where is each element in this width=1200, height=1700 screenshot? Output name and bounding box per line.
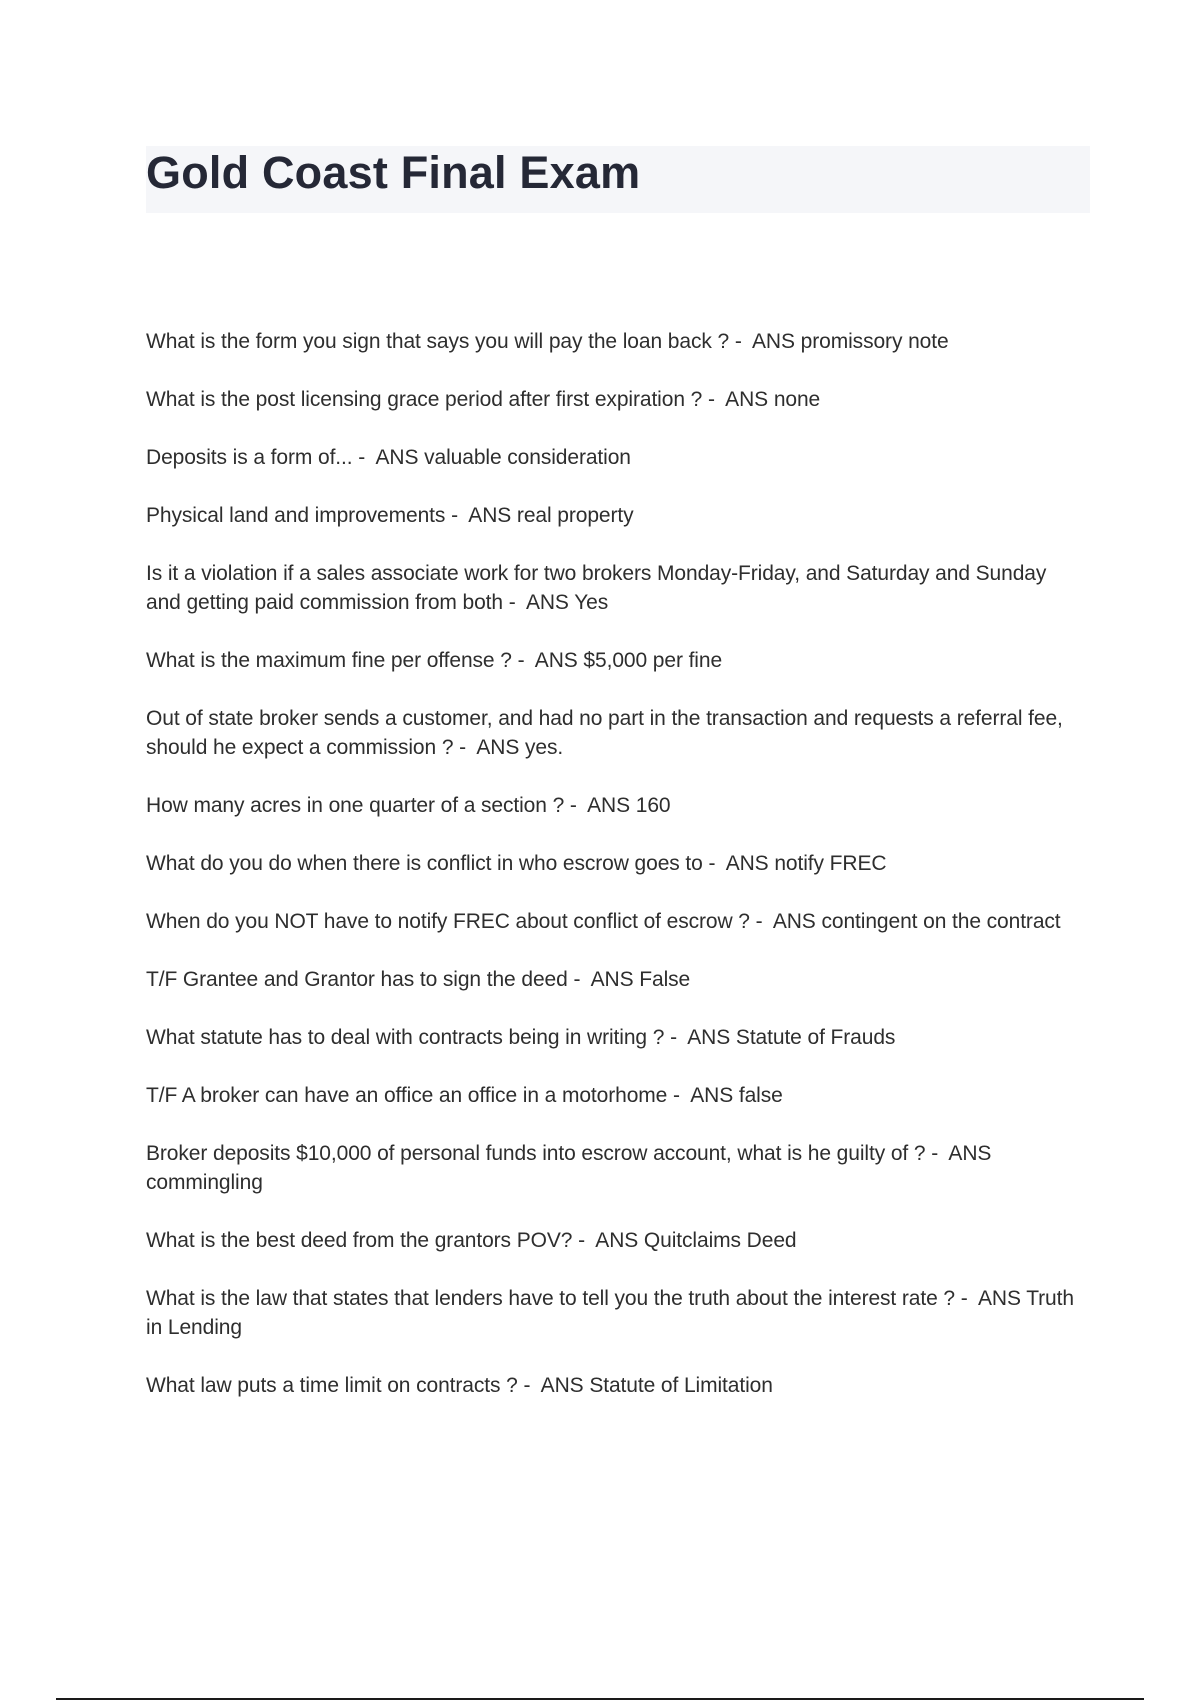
qa-item (146, 907, 1086, 936)
answer-text: Yes (574, 591, 609, 614)
question-text: T/F A broker can have an office an office in a motorhome (146, 1084, 668, 1107)
answer-text: yes. (525, 736, 564, 759)
qa-item (146, 385, 1086, 414)
answer-marker: - ANS (508, 591, 569, 614)
question-text: What is the form you sign that says you will pay the loan back ? (146, 330, 730, 353)
qa-item (146, 1081, 1086, 1110)
answer-text: valuable consideration (424, 446, 631, 469)
qa-item (146, 327, 1086, 356)
answer-marker: - ANS (708, 852, 769, 875)
question-text: Broker deposits $10,000 of personal funds into escrow account, what is he guilty of ? (146, 1142, 926, 1165)
question-text: When do you NOT have to notify FREC about conflict of escrow ? (146, 910, 750, 933)
answer-marker: - ANS (459, 736, 520, 759)
answer-text: contingent on the contract (821, 910, 1061, 933)
question-text: T/F Grantee and Grantor has to sign the deed (146, 968, 568, 991)
question-text: Physical land and improvements (146, 504, 446, 527)
question-text: Out of state broker sends a customer, and had no part in the transaction and requests a referral fee, should he expect a commission ? (146, 707, 1063, 759)
qa-item (146, 501, 1086, 530)
qa-item (146, 1139, 1086, 1197)
answer-text: false (738, 1084, 783, 1107)
answer-text: 160 (635, 794, 671, 817)
question-text: What is the maximum fine per offense ? (146, 649, 512, 672)
qa-item (146, 1284, 1086, 1342)
answer-marker: - ANS (358, 446, 419, 469)
answer-marker: - ANS (451, 504, 512, 527)
answer-text: notify FREC (774, 852, 887, 875)
answer-marker: - ANS (517, 649, 578, 672)
qa-item (146, 559, 1086, 617)
answer-text: none (773, 388, 821, 411)
answer-marker: - ANS (569, 794, 630, 817)
answer-marker: - ANS (960, 1287, 1021, 1310)
answer-text: Statute of Frauds (735, 1026, 896, 1049)
page-title: Gold Coast Final Exam (146, 147, 641, 198)
question-text: How many acres in one quarter of a section ? (146, 794, 565, 817)
answer-marker: - ANS (755, 910, 816, 933)
question-text: Deposits is a form of... (146, 446, 353, 469)
answer-text: Statute of Limitation (589, 1374, 773, 1397)
answer-text: commingling (146, 1171, 263, 1194)
qa-item (146, 791, 1086, 820)
answer-text: Quitclaims Deed (643, 1229, 797, 1252)
qa-item (146, 849, 1086, 878)
answer-marker: - ANS (523, 1374, 584, 1397)
qa-item (146, 1023, 1086, 1052)
qa-item (146, 1226, 1086, 1255)
qa-item (146, 965, 1086, 994)
answer-marker: - ANS (931, 1142, 992, 1165)
answer-text: False (639, 968, 691, 991)
qa-item (146, 646, 1086, 675)
answer-text: Truth in Lending (146, 1287, 1074, 1339)
question-text: What statute has to deal with contracts being in writing ? (146, 1026, 665, 1049)
question-text: What law puts a time limit on contracts ? (146, 1374, 518, 1397)
question-text: What do you do when there is conflict in who escrow goes to (146, 852, 703, 875)
question-text: Is it a violation if a sales associate work for two brokers Monday-Friday, and Saturday and Sunday and getting paid commission from both (146, 562, 1047, 614)
answer-marker: - ANS (573, 968, 634, 991)
qa-list (146, 327, 1086, 1429)
answer-marker: - ANS (734, 330, 795, 353)
qa-item (146, 443, 1086, 472)
answer-marker: - ANS (670, 1026, 731, 1049)
question-text: What is the best deed from the grantors POV? (146, 1229, 573, 1252)
question-text: What is the post licensing grace period after first expiration ? (146, 388, 703, 411)
answer-text: $5,000 per fine (583, 649, 723, 672)
qa-item (146, 1371, 1086, 1400)
answer-marker: - ANS (578, 1229, 639, 1252)
answer-text: real property (516, 504, 634, 527)
qa-item (146, 704, 1086, 762)
answer-marker: - ANS (707, 388, 769, 411)
answer-marker: - ANS (673, 1084, 734, 1107)
answer-text: promissory note (800, 330, 949, 353)
question-text: What is the law that states that lenders have to tell you the truth about the interest rate ? (146, 1287, 956, 1310)
